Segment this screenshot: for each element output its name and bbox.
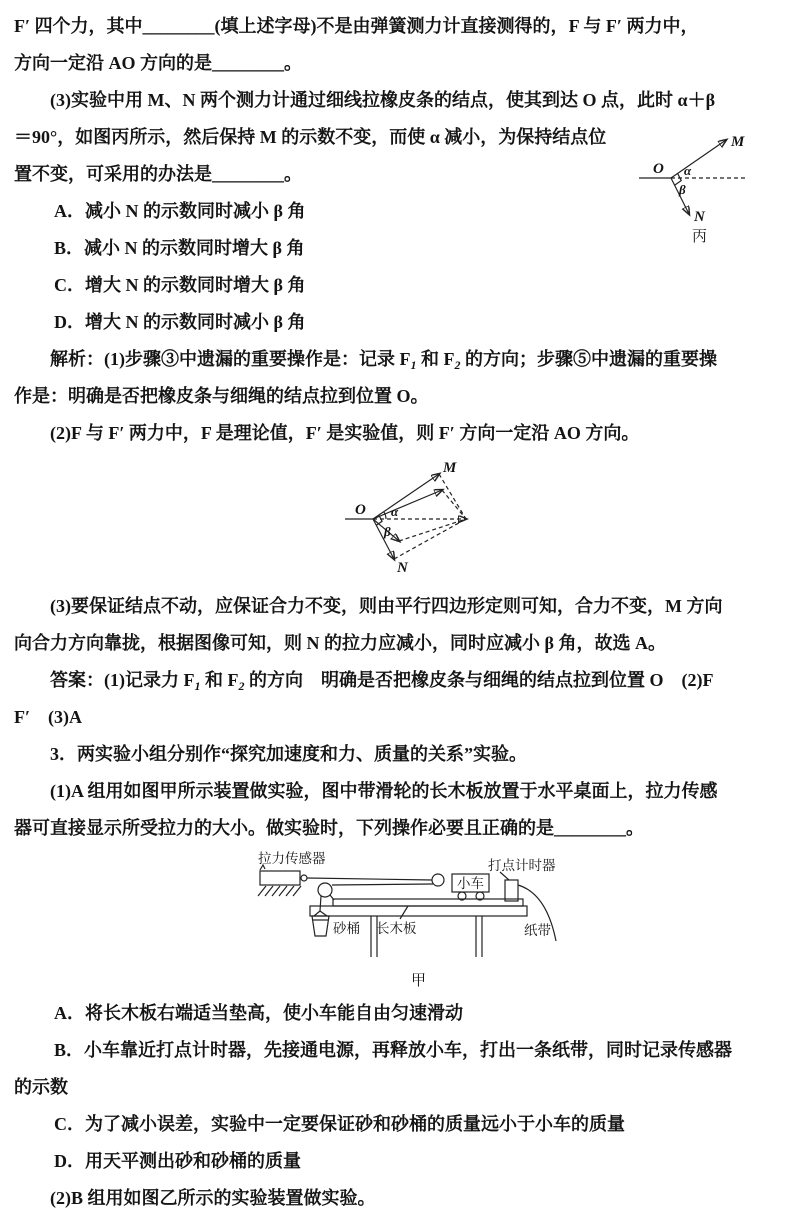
vector-M-label: M	[731, 134, 745, 150]
text-segment: 、	[164, 90, 183, 110]
text-segment: 和	[200, 670, 228, 690]
section-label: 解析：	[50, 349, 104, 369]
text-segment: 角	[282, 201, 306, 221]
text-segment: (2)	[663, 670, 703, 690]
text-segment: (3)A	[30, 707, 83, 727]
pulley	[318, 883, 332, 897]
text-segment: AO	[553, 423, 581, 443]
text-segment: 角，故选 A。	[553, 633, 666, 653]
text-block-analysis-answer	[14, 588, 775, 847]
text-line	[14, 378, 775, 415]
text-segment: ＋	[687, 90, 706, 110]
ground-hatching	[258, 886, 301, 896]
paper-tape-label: 纸带	[524, 923, 551, 938]
text-segment: (2)B 组用如图乙所示的实验装置做实验。	[50, 1188, 376, 1208]
text-segment: N	[182, 90, 196, 110]
text-segment: O	[649, 670, 664, 690]
text-segment: 角	[282, 312, 306, 332]
text-segment: 两力中，	[124, 423, 201, 443]
text-segment: 2	[454, 358, 461, 372]
text-segment: F′	[108, 423, 125, 443]
text-segment: M	[147, 90, 165, 110]
text-segment: A．将长木板右端适当垫高，使小车能自由匀速滑动	[54, 1003, 463, 1023]
text-segment: 角	[282, 275, 306, 295]
figure-bing-diagram	[633, 128, 783, 248]
force-sensor-body	[260, 871, 300, 885]
text-line	[14, 1069, 775, 1106]
text-segment: α	[429, 127, 440, 147]
figure-caption: 甲	[411, 973, 427, 989]
text-segment: 的示数同时增大	[138, 275, 274, 295]
string-sensor-to-cart	[307, 878, 432, 880]
text-line	[14, 736, 775, 773]
text-segment: (3)要保证结点不动，应保证合力不变，则由平行四边形定则可知，合力不变，	[50, 596, 665, 616]
string-ring-to-pulley	[332, 884, 433, 885]
text-segment: F	[399, 349, 411, 369]
text-line	[14, 773, 775, 810]
point-O-label: O	[355, 502, 366, 518]
text-line	[14, 45, 775, 82]
text-segment: β	[272, 238, 282, 258]
text-line	[14, 1106, 775, 1143]
text-segment: 的方向 明确是否把橡皮条与细绳的结点拉到位置	[244, 670, 650, 690]
timer-pointer-line	[500, 872, 509, 880]
vector-M-label: M	[443, 460, 457, 476]
text-line	[14, 1180, 775, 1217]
text-segment: (2)	[50, 423, 71, 443]
parallelogram-edge	[394, 519, 466, 559]
text-segment: 的示数同时增大	[137, 238, 273, 258]
text-line	[14, 267, 775, 304]
vector-M-arrow	[671, 140, 726, 178]
vector-N-label: N	[397, 560, 408, 576]
text-segment: A．减小	[54, 201, 126, 221]
text-line	[14, 341, 775, 378]
text-segment: 四个力，其中________(填上述字母)不是由弹簧测力计直接测得的，	[30, 16, 569, 36]
text-segment: 是理论值，	[211, 423, 306, 443]
text-line	[14, 662, 775, 699]
parallelogram-edge	[439, 474, 466, 519]
text-segment: F′	[438, 423, 455, 443]
angle-alpha-label: α	[684, 163, 692, 178]
text-line	[14, 304, 775, 341]
text-segment: (1)记录力	[104, 670, 184, 690]
text-segment: F′	[14, 16, 31, 36]
text-segment: 2	[238, 679, 245, 693]
figure-apparatus-diagram	[250, 849, 570, 991]
text-segment: 方向。	[580, 423, 640, 443]
timer-label: 打点计时器	[488, 858, 556, 873]
text-segment: B．减小	[54, 238, 125, 258]
force-sensor-label: 拉力传感器	[258, 851, 326, 866]
text-segment: N	[125, 201, 139, 221]
text-segment: 1	[194, 679, 201, 693]
text-segment: 与	[81, 423, 109, 443]
text-segment: O	[582, 90, 597, 110]
text-segment: 和	[416, 349, 444, 369]
text-segment: 方向一定沿	[454, 423, 554, 443]
angle-alpha-label: α	[391, 504, 399, 519]
text-line	[14, 810, 775, 847]
string-pulley-to-bucket	[320, 896, 321, 911]
text-segment: F′	[14, 707, 31, 727]
text-segment: F	[183, 670, 195, 690]
text-segment: M	[665, 596, 682, 616]
text-line	[14, 588, 775, 625]
long-board-label: 长木板	[376, 921, 417, 936]
text-segment: N	[125, 312, 139, 332]
sand-bucket	[312, 916, 329, 936]
figure-caption: 丙	[692, 229, 708, 245]
text-segment: 两个测力计通过细线拉橡皮条的结点，使其到达	[195, 90, 583, 110]
text-segment: F	[568, 16, 579, 36]
text-segment: 与	[578, 16, 606, 36]
table-top	[310, 906, 527, 916]
text-segment: F	[200, 423, 212, 443]
text-segment: 方向一定沿	[14, 53, 109, 73]
text-line	[14, 8, 775, 45]
bucket-handle	[314, 911, 327, 916]
text-segment: F	[702, 670, 714, 690]
section-label: 答案：	[50, 670, 104, 690]
text-segment: M	[259, 127, 277, 147]
text-segment: (3)实验中用	[50, 90, 148, 110]
point-O-label: O	[653, 161, 664, 177]
text-segment: 是实验值，则	[321, 423, 439, 443]
text-segment: β	[273, 275, 283, 295]
text-segment: 向合力方向靠拢，根据图像可知，则	[14, 633, 307, 653]
text-line	[14, 625, 775, 662]
text-segment: 作是：明确是否把橡皮条与细绳的结点拉到位置	[14, 386, 397, 406]
vector-N-label: N	[694, 209, 705, 225]
text-segment: 两力中，	[621, 16, 699, 36]
text-segment: 的示数同时减小	[138, 312, 274, 332]
text-segment: 点，此时	[596, 90, 678, 110]
text-segment: AO	[108, 53, 136, 73]
text-segment: 的示数	[14, 1077, 68, 1097]
text-segment: 。	[410, 386, 429, 406]
dot-timer-body	[505, 880, 518, 901]
long-board	[333, 899, 523, 906]
text-segment: F	[443, 349, 455, 369]
text-line	[14, 82, 775, 119]
text-line	[14, 415, 775, 452]
text-segment: ＝90°，如图丙所示，然后保持	[14, 127, 260, 147]
sensor-hook-ring	[301, 875, 307, 881]
text-segment: N	[306, 633, 320, 653]
text-line	[14, 699, 775, 736]
text-segment: D．增大	[54, 312, 126, 332]
text-segment: (1)A 组用如图甲所示装置做实验，图中带滑轮的长木板放置于水平桌面上，拉力传感	[50, 781, 718, 801]
text-segment: 的拉力应减小，同时应减小	[319, 633, 545, 653]
vector-M-reduced-arrow	[373, 490, 442, 519]
text-segment: 减小，为保持结点位	[439, 127, 607, 147]
text-segment: D．用天平测出砂和砂桶的质量	[54, 1151, 301, 1171]
text-segment: 3．两实验小组分别作“探究加速度和力、质量的关系”实验。	[50, 744, 527, 764]
text-segment: 的示数同时减小	[138, 201, 274, 221]
text-segment: β	[273, 312, 283, 332]
text-segment: C．增大	[54, 275, 126, 295]
text-segment: β	[544, 633, 554, 653]
text-segment: N	[125, 275, 139, 295]
text-line	[14, 1032, 775, 1069]
text-segment: B．小车靠近打点计时器，先接通电源，再释放小车，打出一条纸带，同时记录传感器	[54, 1040, 733, 1060]
text-line	[14, 995, 775, 1032]
text-segment: α	[677, 90, 688, 110]
angle-alpha-arc	[384, 512, 386, 519]
text-segment: β	[705, 90, 716, 110]
text-segment: F′	[605, 16, 622, 36]
angle-beta-label: β	[679, 182, 686, 197]
text-segment: 方向	[682, 596, 723, 616]
text-segment: 的方向；步骤⑤中遗漏的重要操	[460, 349, 717, 369]
text-segment: 角	[282, 238, 305, 258]
text-line	[14, 1143, 775, 1180]
text-segment: 方向的是________。	[135, 53, 302, 73]
figure-parallelogram-diagram	[335, 458, 485, 580]
parallelogram-edge	[442, 490, 466, 519]
angle-beta-label: β	[384, 524, 391, 539]
text-block-options	[14, 995, 775, 1217]
text-segment: N	[124, 238, 138, 258]
vector-M-arrow	[373, 474, 439, 519]
text-segment: β	[273, 201, 283, 221]
sand-bucket-label: 砂桶	[333, 921, 360, 936]
text-segment: 1	[410, 358, 417, 372]
text-segment: F	[227, 670, 239, 690]
text-segment: F′	[305, 423, 322, 443]
text-segment: 置不变，可采用的办法是________。	[14, 164, 302, 184]
text-segment: (1)步骤③中遗漏的重要操作是：记录	[104, 349, 400, 369]
text-segment: 的示数不变，而使	[276, 127, 430, 147]
text-segment: 器可直接显示所受拉力的大小。做实验时，下列操作必要且正确的是________。	[14, 818, 644, 838]
cart-front-ring	[432, 874, 444, 886]
cart-label: 小车	[457, 876, 484, 891]
board-pointer-line	[400, 906, 408, 919]
text-segment: F	[71, 423, 82, 443]
text-segment: C．为了减小误差，实验中一定要保证砂和砂桶的质量远小于小车的质量	[54, 1114, 625, 1134]
text-segment: O	[396, 386, 411, 406]
